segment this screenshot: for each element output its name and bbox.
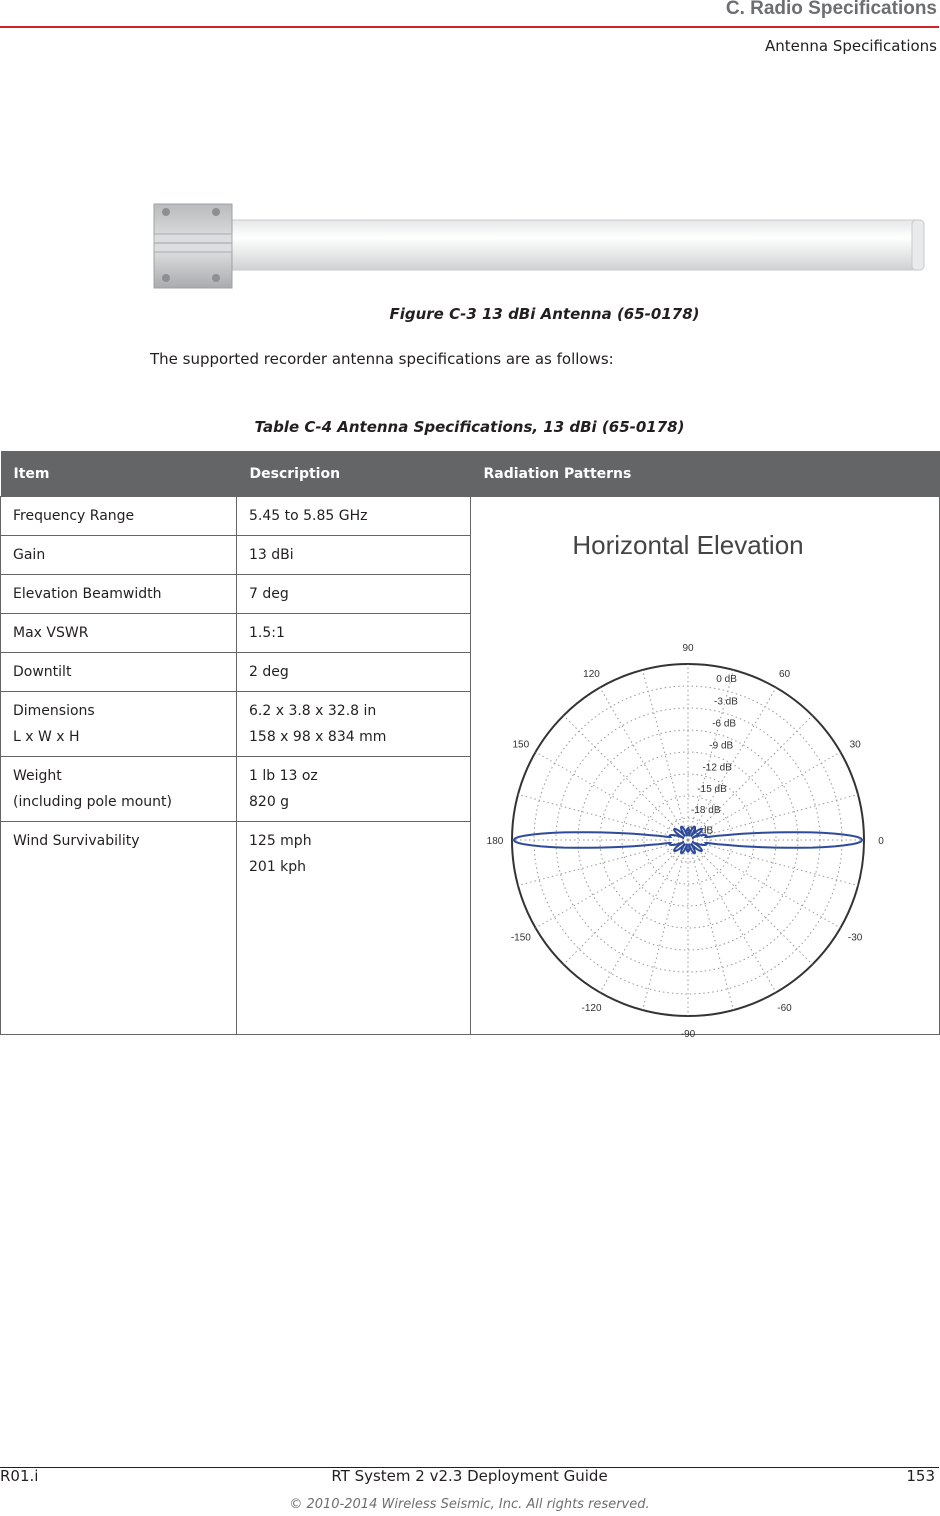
item-cell: Wind Survivability: [1, 822, 237, 1035]
radiation-pattern-chart: [471, 497, 939, 1040]
radiation-pattern-cell: [471, 497, 940, 1040]
angle-label: 120: [583, 668, 600, 680]
angle-label: 180: [486, 836, 504, 847]
angle-label: 60: [778, 668, 791, 680]
angle-label: -30: [847, 932, 863, 944]
angle-label: 0: [878, 836, 884, 847]
item-cell: Gain: [1, 536, 237, 575]
ring-label: -15 dB: [697, 783, 727, 795]
section-title: C. Radio Specifications: [725, 0, 937, 19]
figure-caption: Figure C-3 13 dBi Antenna (65-0178): [389, 305, 700, 323]
item-cell: Frequency Range: [1, 497, 237, 536]
description-cell: 1.5:1: [237, 614, 471, 653]
description-cell: 5.45 to 5.85 GHz: [237, 497, 471, 536]
description-cell: 2 deg: [237, 653, 471, 692]
section-subtitle: Antenna Specifications: [765, 37, 937, 55]
polar-spoke: [564, 716, 688, 840]
polar-spoke: [688, 840, 734, 1010]
ring-label: -18 dB: [691, 804, 721, 816]
angle-label: 30: [849, 739, 861, 751]
polar-spoke: [642, 670, 688, 840]
table-row: [1, 497, 940, 536]
ring-label: -12 dB: [702, 762, 732, 774]
polar-spoke: [642, 840, 688, 1010]
description-cell: 1 lb 13 oz 820 g: [237, 757, 471, 822]
table-header-row: [1, 451, 940, 497]
antenna-image: [154, 204, 926, 288]
ring-label: -6 dB: [712, 718, 737, 730]
footer-doc-title: RT System 2 v2.3 Deployment Guide: [331, 1467, 608, 1485]
polar-spoke: [688, 716, 812, 840]
header-description: Description: [237, 451, 471, 497]
polar-spoke: [600, 688, 688, 840]
angle-label: 150: [512, 739, 530, 751]
header-item: Item: [1, 451, 237, 497]
item-cell: Max VSWR: [1, 614, 237, 653]
ring-label: -9 dB: [709, 740, 734, 752]
description-cell: 6.2 x 3.8 x 32.8 in 158 x 98 x 834 mm: [237, 692, 471, 757]
angle-label: -120: [581, 1003, 602, 1015]
angle-label: -90: [680, 1029, 696, 1040]
chart-title: Horizontal Elevation: [572, 530, 804, 560]
footer-page-number: 153: [906, 1467, 935, 1485]
item-cell: Downtilt: [1, 653, 237, 692]
polar-spoke: [600, 840, 688, 992]
ring-label: 0 dB: [716, 673, 737, 685]
polar-grid: [512, 664, 864, 1016]
polar-spoke: [536, 752, 688, 840]
angle-labels: [487, 643, 885, 1040]
antenna-spec-table: [0, 451, 940, 1040]
footer-copyright: © 2010-2014 Wireless Seismic, Inc. All rights reserved.: [289, 1497, 650, 1512]
footer-revision: R01.i: [0, 1467, 39, 1485]
polar-spoke: [688, 840, 812, 964]
item-cell: Dimensions L x W x H: [1, 692, 237, 757]
ring-label: -3 dB: [713, 696, 738, 708]
header-rule: [0, 26, 939, 28]
item-cell: Weight (including pole mount): [1, 757, 237, 822]
angle-label: 90: [682, 643, 694, 654]
polar-spoke: [688, 840, 776, 992]
ring-label: -21 dB: [683, 825, 714, 837]
intro-paragraph: The supported recorder antenna specifications are as follows:: [150, 350, 614, 368]
description-cell: 13 dBi: [237, 536, 471, 575]
angle-label: -60: [777, 1003, 792, 1015]
description-cell: 125 mph 201 kph: [237, 822, 471, 1035]
description-cell: 7 deg: [237, 575, 471, 614]
table-caption: Table C-4 Antenna Specifications, 13 dBi (65-0178): [254, 418, 685, 436]
item-cell: Elevation Beamwidth: [1, 575, 237, 614]
angle-label: -150: [510, 932, 531, 944]
header-radiation-patterns: Radiation Patterns: [471, 451, 940, 497]
